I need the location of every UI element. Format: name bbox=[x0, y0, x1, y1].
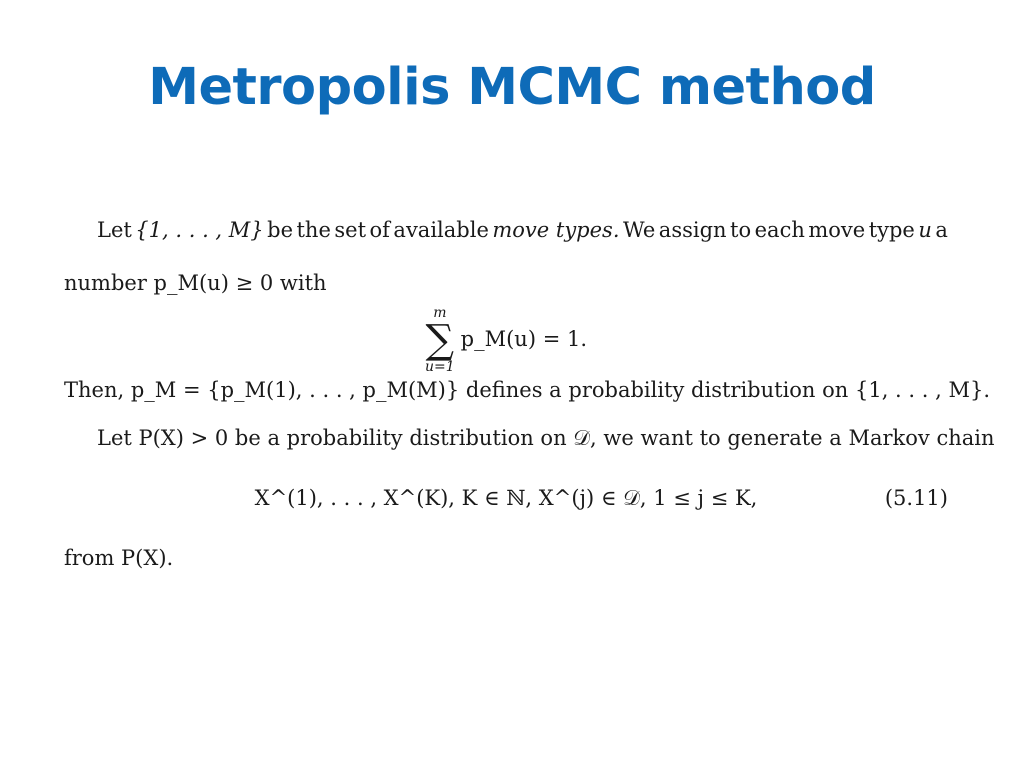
word-math: {1, . . . , M} bbox=[135, 218, 264, 242]
sum-lower-limit: u=1 bbox=[425, 359, 455, 375]
slide-title: Metropolis MCMC method bbox=[148, 58, 876, 117]
word: assign bbox=[658, 218, 727, 242]
paragraph-1-line-1 bbox=[97, 218, 948, 243]
equation-body: X^(1), . . . , X^(K), K ∈ ℕ, X^(j) ∈ 𝒟, 1 ≤ j ≤ K, bbox=[254, 486, 758, 510]
word: available bbox=[393, 218, 489, 242]
sum-body: p_M(u) = 1. bbox=[460, 327, 587, 352]
paragraph-2: Then, p_M = {p_M(1), . . . , p_M(M)} defines a probability distribution on {1, . . . , M}. bbox=[64, 378, 990, 402]
sum-equation bbox=[64, 298, 948, 374]
word: each bbox=[754, 218, 805, 242]
paragraph-3: Let P(X) > 0 be a probability distribution on 𝒟, we want to generate a Markov chain bbox=[97, 426, 995, 450]
word: Let bbox=[97, 218, 132, 242]
word: the bbox=[296, 218, 331, 242]
word: set bbox=[334, 218, 367, 242]
word: of bbox=[369, 218, 390, 242]
equation-number: (5.11) bbox=[884, 486, 948, 510]
word-math: u bbox=[918, 218, 932, 242]
word: a bbox=[935, 218, 948, 242]
word: move bbox=[808, 218, 866, 242]
word-emph: move types. bbox=[492, 218, 620, 242]
word: be bbox=[267, 218, 293, 242]
word: type bbox=[868, 218, 915, 242]
paragraph-1-line-2: number p_M(u) ≥ 0 with bbox=[64, 271, 327, 295]
word: We bbox=[623, 218, 656, 242]
paragraph-4: from P(X). bbox=[64, 546, 174, 570]
sum-upper-limit: m bbox=[433, 305, 447, 321]
word: to bbox=[730, 218, 752, 242]
sum-operator bbox=[425, 306, 455, 374]
sigma-symbol: ∑ bbox=[425, 317, 455, 363]
display-equation bbox=[64, 486, 948, 511]
